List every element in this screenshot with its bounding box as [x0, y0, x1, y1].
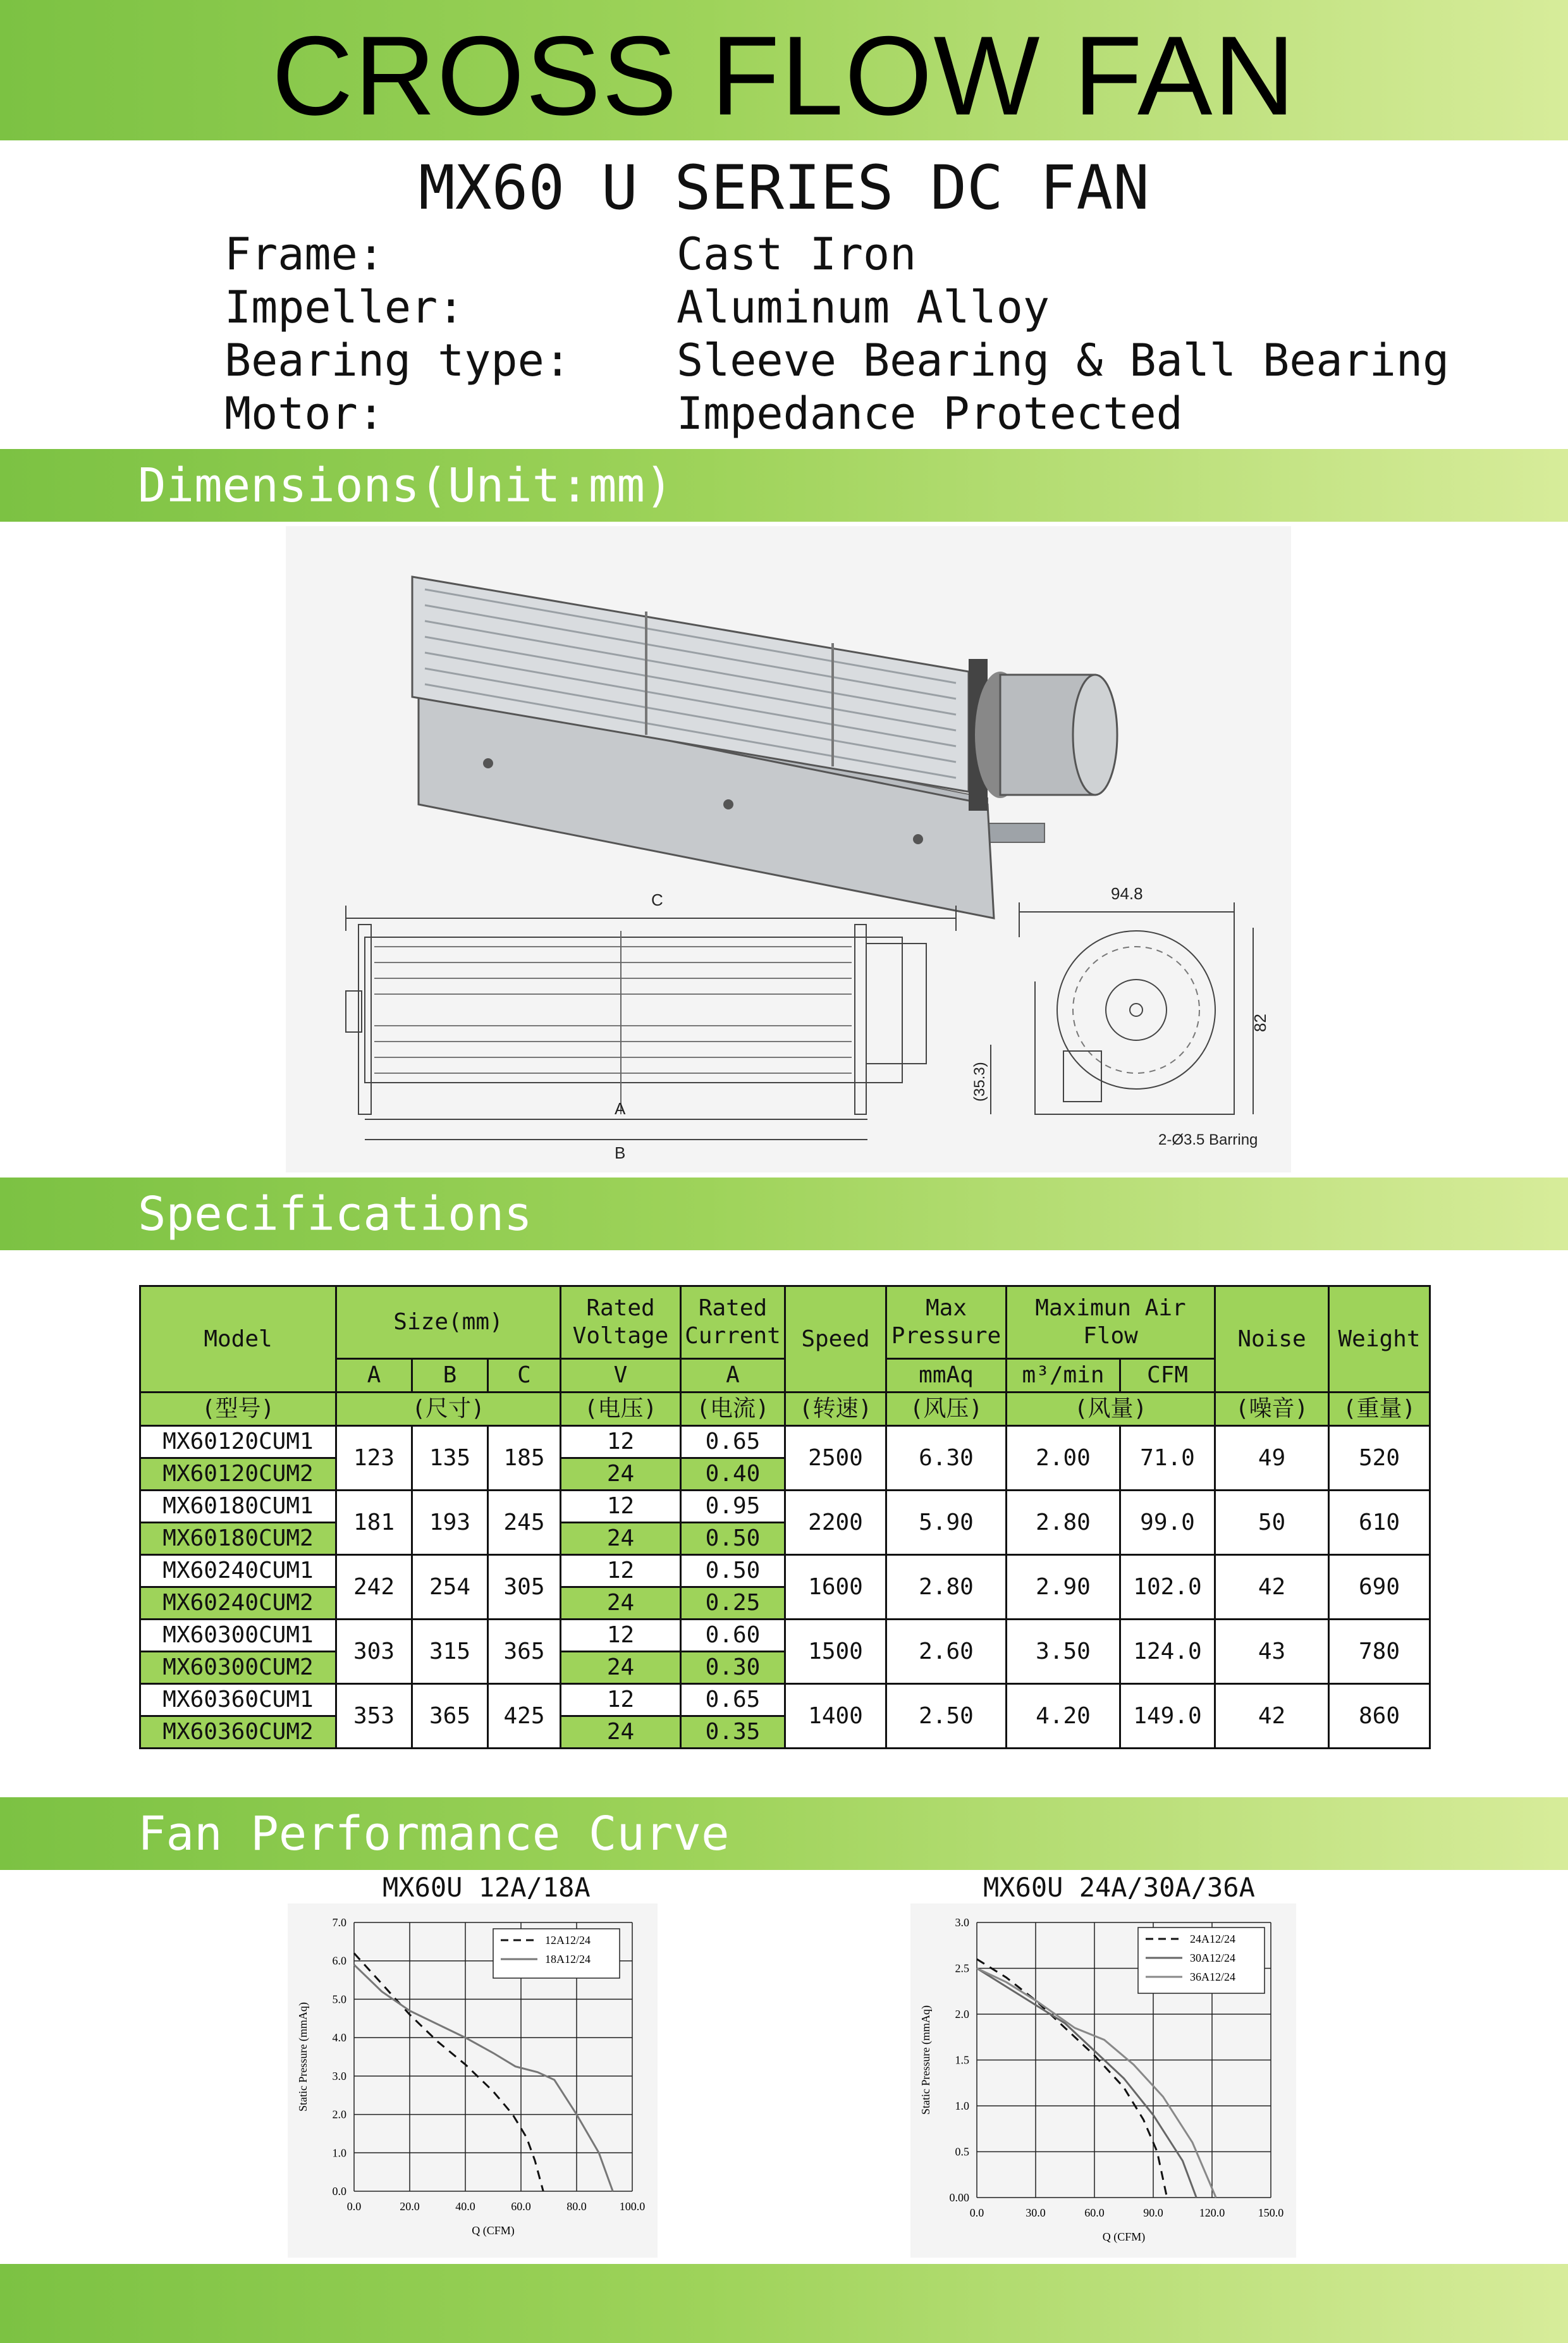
header-weight: Weight — [1329, 1286, 1430, 1393]
cell-airflow-m3: 2.80 — [1007, 1491, 1120, 1555]
y-axis-label: Static Pressure (mmAq) — [297, 2002, 309, 2112]
cell-size-a: 303 — [336, 1620, 412, 1684]
cell-model: MX60180CUM2 — [140, 1523, 336, 1555]
x-tick-label: 60.0 — [1084, 2206, 1105, 2219]
cell-speed: 1500 — [785, 1620, 886, 1684]
table-row — [140, 1491, 1430, 1523]
cell-airflow-m3: 2.90 — [1007, 1555, 1120, 1620]
cell-size-b: 193 — [412, 1491, 488, 1555]
cell-airflow-cfm: 124.0 — [1120, 1620, 1215, 1684]
y-tick-label: 0.00 — [949, 2191, 969, 2204]
y-tick-label: 3.0 — [955, 1916, 969, 1929]
cell-voltage: 12 — [561, 1426, 681, 1458]
cell-current: 0.30 — [681, 1652, 785, 1684]
y-tick-label: 0.0 — [332, 2185, 346, 2198]
cell-airflow-cfm: 102.0 — [1120, 1555, 1215, 1620]
cell-voltage: 24 — [561, 1587, 681, 1620]
cell-noise: 50 — [1215, 1491, 1329, 1555]
header-airflow: Maximun Air Flow — [1007, 1286, 1215, 1359]
header-noise: Noise — [1215, 1286, 1329, 1393]
table-chinese-row — [140, 1393, 1430, 1426]
x-axis-label: Q (CFM) — [1102, 2230, 1146, 2243]
x-tick-label: 30.0 — [1026, 2206, 1046, 2219]
property-list — [224, 228, 1449, 440]
y-tick-label: 2.0 — [955, 2008, 969, 2020]
specifications-table — [139, 1285, 1431, 1749]
property-label: Frame: — [224, 228, 384, 280]
table-row — [140, 1555, 1430, 1587]
unit-voltage: V — [561, 1359, 681, 1393]
cell-current: 0.50 — [681, 1555, 785, 1587]
cell-voltage: 24 — [561, 1716, 681, 1749]
y-tick-label: 6.0 — [332, 1954, 346, 1967]
x-tick-label: 100.0 — [619, 2200, 646, 2213]
header-pressure: Max Pressure — [886, 1286, 1007, 1359]
chart-title-2: MX60U 24A/30A/36A — [983, 1872, 1255, 1903]
cn-pressure: (风压) — [886, 1393, 1007, 1426]
cell-noise: 43 — [1215, 1620, 1329, 1684]
property-label: Motor: — [224, 388, 384, 440]
series-line-30A12/24 — [977, 1969, 1196, 2198]
cell-current: 0.40 — [681, 1458, 785, 1491]
series-line-12A12/24 — [354, 1953, 543, 2191]
cell-size-a: 181 — [336, 1491, 412, 1555]
cell-voltage: 12 — [561, 1555, 681, 1587]
cell-model: MX60120CUM1 — [140, 1426, 336, 1458]
table-row — [140, 1684, 1430, 1716]
cell-size-b: 315 — [412, 1620, 488, 1684]
cell-pressure: 2.60 — [886, 1620, 1007, 1684]
cell-voltage: 12 — [561, 1491, 681, 1523]
legend-label: 36A12/24 — [1190, 1971, 1235, 1983]
unit-pressure: mmAq — [886, 1359, 1007, 1393]
section-band-curve — [0, 1797, 1568, 1870]
y-tick-label: 5.0 — [332, 1993, 346, 2006]
section-band-dimensions — [0, 449, 1568, 522]
x-tick-label: 120.0 — [1199, 2206, 1225, 2219]
cell-weight: 520 — [1329, 1426, 1430, 1491]
cell-speed: 1400 — [785, 1684, 886, 1749]
cn-voltage: (电压) — [561, 1393, 681, 1426]
cell-pressure: 2.50 — [886, 1684, 1007, 1749]
y-tick-label: 1.0 — [955, 2100, 969, 2112]
cell-airflow-cfm: 149.0 — [1120, 1684, 1215, 1749]
chart-panel-1 — [288, 1903, 658, 2258]
header-speed: Speed — [785, 1286, 886, 1393]
chart-title-1: MX60U 12A/18A — [383, 1872, 591, 1903]
header-current: Rated Current — [681, 1286, 785, 1359]
cell-size-c: 185 — [488, 1426, 561, 1491]
property-row-bearing — [224, 334, 1449, 387]
x-axis-label: Q (CFM) — [472, 2224, 515, 2237]
cell-airflow-cfm: 71.0 — [1120, 1426, 1215, 1491]
cell-current: 0.65 — [681, 1426, 785, 1458]
cell-model: MX60360CUM2 — [140, 1716, 336, 1749]
cell-voltage: 12 — [561, 1620, 681, 1652]
cell-size-b: 135 — [412, 1426, 488, 1491]
cell-model: MX60240CUM1 — [140, 1555, 336, 1587]
cell-voltage: 24 — [561, 1523, 681, 1555]
cn-model: (型号) — [140, 1393, 336, 1426]
performance-chart-2 — [910, 1903, 1296, 2258]
unit-m3: m³/min — [1007, 1359, 1120, 1393]
cell-model: MX60300CUM2 — [140, 1652, 336, 1684]
side-view-drawing — [991, 902, 1253, 1114]
cell-voltage: 12 — [561, 1684, 681, 1716]
table-row — [140, 1620, 1430, 1652]
cell-airflow-cfm: 99.0 — [1120, 1491, 1215, 1555]
x-tick-label: 20.0 — [400, 2200, 420, 2213]
fan-photo — [412, 577, 1117, 918]
y-tick-label: 1.5 — [955, 2053, 969, 2067]
cell-size-a: 353 — [336, 1684, 412, 1749]
cell-current: 0.25 — [681, 1587, 785, 1620]
cell-weight: 690 — [1329, 1555, 1430, 1620]
cell-current: 0.50 — [681, 1523, 785, 1555]
cell-weight: 780 — [1329, 1620, 1430, 1684]
section-band-specifications — [0, 1178, 1568, 1250]
fan-drawing — [286, 526, 1291, 1172]
cell-airflow-m3: 2.00 — [1007, 1426, 1120, 1491]
property-row-motor — [224, 387, 1449, 440]
cell-current: 0.35 — [681, 1716, 785, 1749]
property-label: Impeller: — [224, 281, 465, 333]
cell-pressure: 6.30 — [886, 1426, 1007, 1491]
table-header-row — [140, 1286, 1430, 1359]
header-voltage: Rated Voltage — [561, 1286, 681, 1359]
cell-size-c: 305 — [488, 1555, 561, 1620]
x-tick-label: 0.0 — [969, 2206, 984, 2219]
unit-cfm: CFM — [1120, 1359, 1215, 1393]
y-tick-label: 2.0 — [332, 2108, 346, 2121]
cell-pressure: 2.80 — [886, 1555, 1007, 1620]
cell-size-a: 123 — [336, 1426, 412, 1491]
cell-weight: 860 — [1329, 1684, 1430, 1749]
y-axis-label: Static Pressure (mmAq) — [919, 2005, 932, 2115]
property-value: Cast Iron — [677, 228, 917, 280]
x-tick-label: 90.0 — [1143, 2206, 1163, 2219]
unit-b: B — [412, 1359, 488, 1393]
unit-current: A — [681, 1359, 785, 1393]
cell-noise: 42 — [1215, 1684, 1329, 1749]
dimension-offset-label: (35.3) — [971, 1062, 988, 1102]
footer-band — [0, 2264, 1568, 2343]
cn-current: (电流) — [681, 1393, 785, 1426]
y-tick-label: 1.0 — [332, 2146, 346, 2160]
section-title-specifications: Specifications — [138, 1187, 532, 1241]
section-title-dimensions: Dimensions(Unit:mm) — [138, 458, 673, 513]
page-title: CROSS FLOW FAN — [271, 13, 1297, 138]
property-value: Aluminum Alloy — [677, 281, 1050, 333]
cell-model: MX60240CUM2 — [140, 1587, 336, 1620]
page-subtitle: MX60 U SERIES DC FAN — [419, 152, 1149, 223]
series-line-18A12/24 — [354, 1965, 613, 2191]
y-tick-label: 3.0 — [332, 2069, 346, 2082]
cn-weight: (重量) — [1329, 1393, 1430, 1426]
cell-speed: 2200 — [785, 1491, 886, 1555]
legend-label: 24A12/24 — [1190, 1933, 1235, 1945]
dimension-b-label: B — [615, 1143, 626, 1162]
y-tick-label: 2.5 — [955, 1962, 969, 1975]
dimension-height-label: 82 — [1251, 1014, 1270, 1032]
cell-model: MX60180CUM1 — [140, 1491, 336, 1523]
cell-pressure: 5.90 — [886, 1491, 1007, 1555]
cell-size-a: 242 — [336, 1555, 412, 1620]
property-value: Sleeve Bearing & Ball Bearing — [677, 335, 1450, 386]
property-value: Impedance Protected — [677, 388, 1183, 440]
cell-model: MX60360CUM1 — [140, 1684, 336, 1716]
legend-label: 12A12/24 — [545, 1934, 591, 1946]
cell-size-c: 365 — [488, 1620, 561, 1684]
cell-airflow-m3: 4.20 — [1007, 1684, 1120, 1749]
cell-size-b: 365 — [412, 1684, 488, 1749]
y-tick-label: 0.5 — [955, 2145, 969, 2158]
x-tick-label: 40.0 — [455, 2200, 475, 2213]
cell-current: 0.65 — [681, 1684, 785, 1716]
dimension-c-label: C — [651, 890, 663, 909]
property-row-frame — [224, 228, 1449, 281]
hole-note-label: 2-Ø3.5 Barring — [1158, 1131, 1258, 1148]
cell-speed: 2500 — [785, 1426, 886, 1491]
cell-current: 0.95 — [681, 1491, 785, 1523]
cell-size-c: 245 — [488, 1491, 561, 1555]
cell-size-b: 254 — [412, 1555, 488, 1620]
x-tick-label: 0.0 — [346, 2200, 362, 2213]
cell-model: MX60120CUM2 — [140, 1458, 336, 1491]
cn-noise: (噪音) — [1215, 1393, 1329, 1426]
x-tick-label: 60.0 — [511, 2200, 531, 2213]
section-title-curve: Fan Performance Curve — [138, 1807, 730, 1861]
dimensions-panel — [286, 526, 1291, 1172]
y-tick-label: 7.0 — [332, 1916, 346, 1929]
cell-speed: 1600 — [785, 1555, 886, 1620]
cell-voltage: 24 — [561, 1458, 681, 1491]
cell-size-c: 425 — [488, 1684, 561, 1749]
header-size: Size(mm) — [336, 1286, 561, 1359]
property-label: Bearing type: — [224, 335, 571, 386]
cell-airflow-m3: 3.50 — [1007, 1620, 1120, 1684]
cell-weight: 610 — [1329, 1491, 1430, 1555]
cn-airflow: (风量) — [1007, 1393, 1215, 1426]
dimension-a-label: A — [615, 1099, 626, 1118]
cell-model: MX60300CUM1 — [140, 1620, 336, 1652]
y-tick-label: 4.0 — [332, 2031, 346, 2045]
x-tick-label: 150.0 — [1258, 2206, 1284, 2219]
table-row — [140, 1426, 1430, 1458]
x-tick-label: 80.0 — [567, 2200, 587, 2213]
cn-size: (尺寸) — [336, 1393, 561, 1426]
property-row-impeller — [224, 281, 1449, 334]
dimension-width-label: 94.8 — [1111, 884, 1143, 903]
legend-label: 18A12/24 — [545, 1953, 591, 1965]
cell-current: 0.60 — [681, 1620, 785, 1652]
legend-label: 30A12/24 — [1190, 1952, 1235, 1964]
unit-c: C — [488, 1359, 561, 1393]
performance-chart-1 — [288, 1903, 658, 2258]
chart-panel-2 — [910, 1903, 1296, 2258]
series-line-24A12/24 — [977, 1959, 1167, 2198]
header-model: Model — [140, 1286, 336, 1393]
cell-noise: 42 — [1215, 1555, 1329, 1620]
front-view-drawing — [346, 906, 956, 1140]
cn-speed: (转速) — [785, 1393, 886, 1426]
unit-a: A — [336, 1359, 412, 1393]
cell-noise: 49 — [1215, 1426, 1329, 1491]
series-line-36A12/24 — [977, 1969, 1216, 2198]
cell-voltage: 24 — [561, 1652, 681, 1684]
